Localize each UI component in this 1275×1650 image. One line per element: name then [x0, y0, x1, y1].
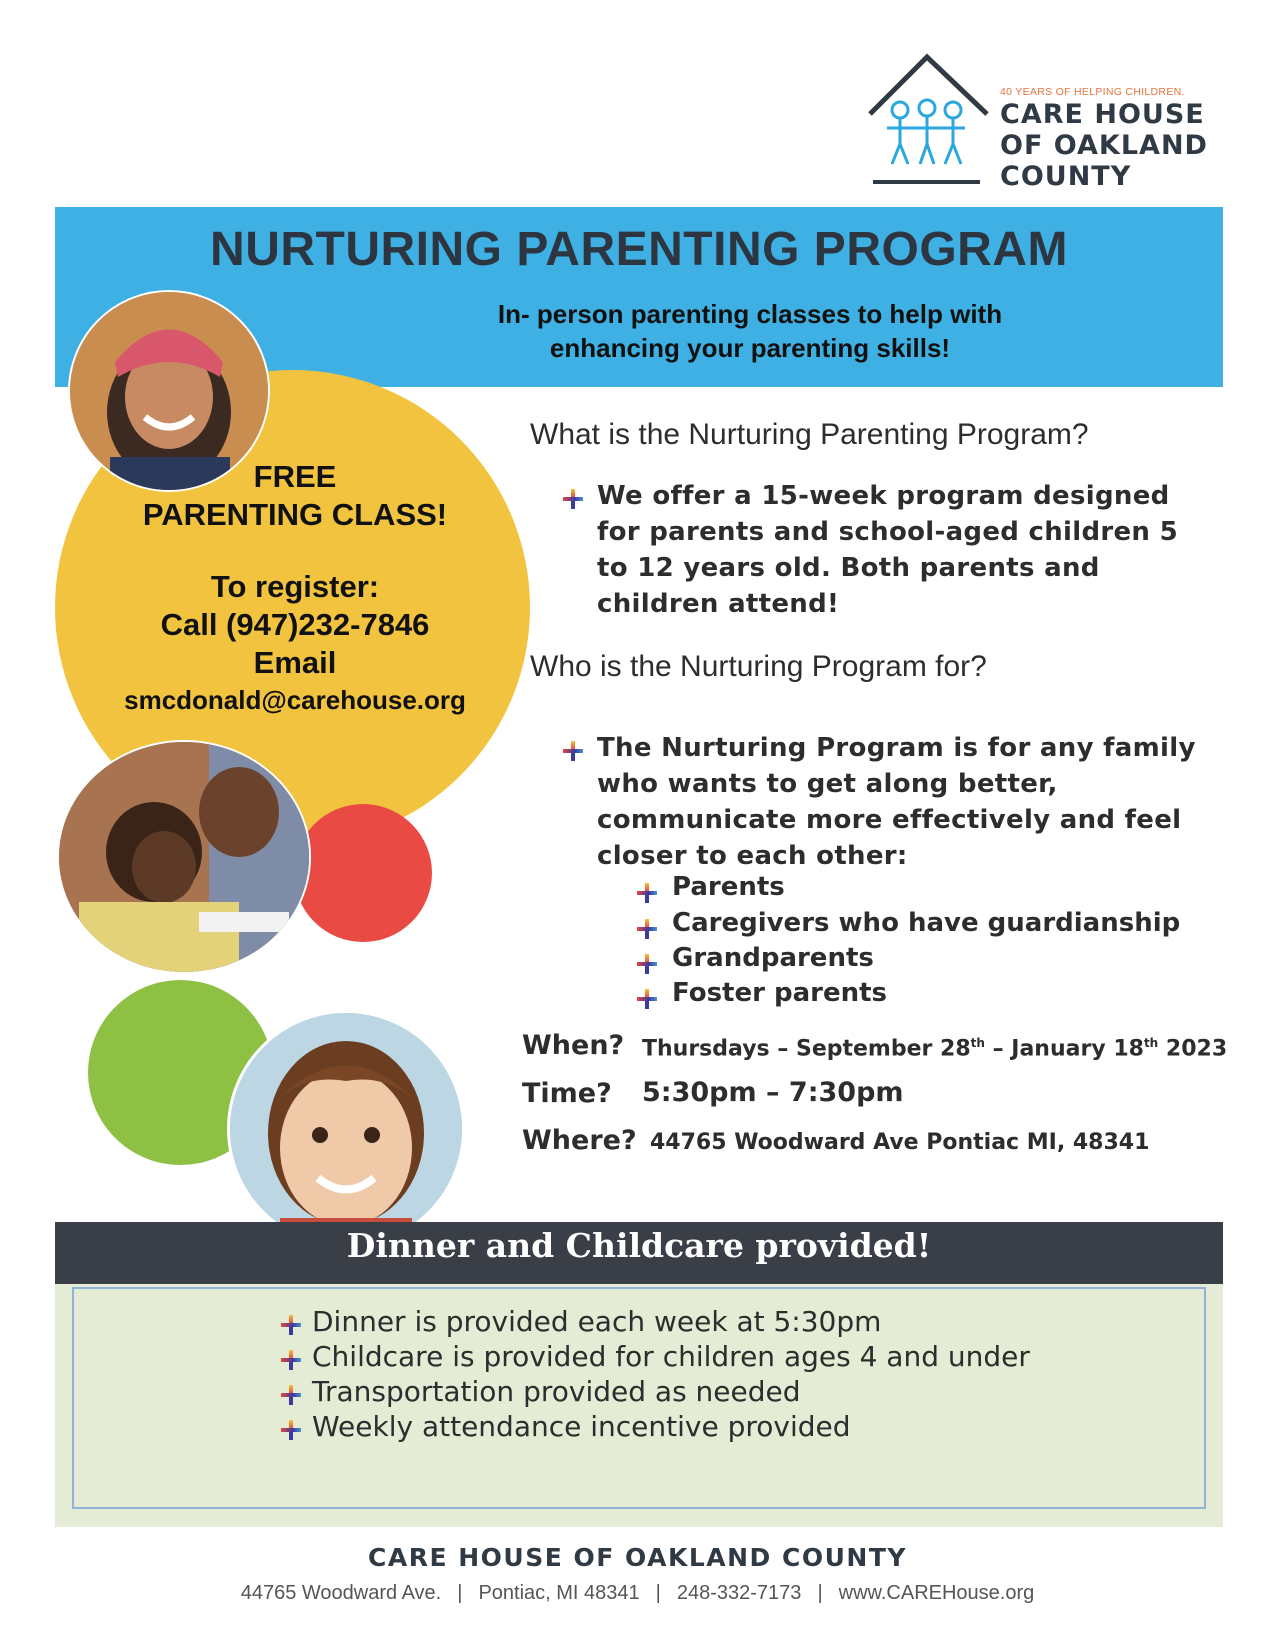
when-end-suffix: th — [1143, 1036, 1159, 1050]
phone-number[interactable]: Call (947)232-7846 — [160, 607, 430, 642]
what-heading: What is the Nurturing Parenting Program? — [530, 418, 1089, 451]
footer-city: Pontiac, MI 48341 — [478, 1582, 640, 1604]
who-text: The Nurturing Program is for any family who wants to get along better, communicate more effectively and feel closer to each other: — [597, 733, 1196, 871]
footer-contact — [0, 1582, 1275, 1605]
free-label: FREE — [253, 459, 337, 494]
where-value: 44765 Woodward Ave Pontiac MI, 48341 — [650, 1130, 1150, 1155]
list-item: Dinner is provided each week at 5:30pm — [312, 1305, 882, 1338]
to-register-label: To register: — [210, 569, 380, 604]
when-day: Thursdays — [642, 1036, 770, 1062]
when-dash: – — [777, 1036, 789, 1062]
page-title: NURTURING PARENTING PROGRAM — [210, 223, 1068, 276]
footer-phone[interactable]: 248-332-7173 — [676, 1582, 802, 1604]
when-year: 2023 — [1165, 1036, 1228, 1062]
list-item: Grandparents — [672, 943, 874, 973]
separator: | — [457, 1582, 463, 1604]
register-info — [95, 458, 495, 718]
when-label: When? — [522, 1030, 625, 1061]
where-label: Where? — [522, 1125, 637, 1156]
logo-name-line3: COUNTY — [1000, 161, 1132, 192]
red-circle — [294, 804, 432, 942]
list-item: Parents — [672, 872, 785, 902]
photo-father-daughter — [57, 740, 311, 974]
list-item: Childcare is provided for children ages 4 and under — [312, 1340, 1030, 1373]
plus-bullet-icon — [636, 953, 658, 975]
logo-name-line1: CARE HOUSE — [1000, 99, 1205, 130]
email-address[interactable]: smcdonald@carehouse.org — [124, 685, 466, 715]
plus-bullet-icon — [280, 1419, 302, 1441]
dinner-title: Dinner and Childcare provided! — [346, 1226, 932, 1265]
email-label: Email — [253, 645, 337, 680]
logo-tagline: 40 YEARS OF HELPING CHILDREN. — [1000, 86, 1185, 98]
when-mid: – January 18 — [992, 1036, 1144, 1062]
list-item: Foster parents — [672, 978, 888, 1008]
care-house-logo — [865, 52, 1225, 197]
footer-address: 44765 Woodward Ave. — [240, 1582, 442, 1604]
what-text: We offer a 15-week program designed for parents and school-aged children 5 to 12 years old. Both parents and children attend! — [597, 481, 1178, 619]
photo-smiling-boy — [227, 1010, 465, 1248]
when-start-suffix: th — [970, 1036, 985, 1050]
separator: | — [655, 1582, 661, 1604]
time-value: 5:30pm – 7:30pm — [642, 1077, 904, 1108]
list-item: Caregivers who have guardianship — [672, 908, 1181, 938]
logo-name — [1000, 99, 1208, 192]
plus-bullet-icon — [636, 988, 658, 1010]
plus-bullet-icon — [562, 740, 584, 762]
who-list — [636, 872, 1196, 1022]
house-children-icon — [865, 52, 995, 187]
footer-org-name: CARE HOUSE OF OAKLAND COUNTY — [368, 1543, 907, 1572]
when-start: September 28 — [795, 1036, 971, 1062]
plus-bullet-icon — [280, 1349, 302, 1371]
list-item: Weekly attendance incentive provided — [312, 1410, 851, 1443]
page-subtitle: In- person parenting classes to help with enhancing your parenting skills! — [497, 299, 1003, 363]
footer-website-link[interactable]: www.CAREHouse.org — [838, 1582, 1035, 1604]
list-item: Transportation provided as needed — [312, 1375, 801, 1408]
parenting-class-label: PARENTING CLASS! — [142, 497, 448, 532]
when-value — [642, 1036, 1227, 1061]
separator: | — [817, 1582, 823, 1604]
plus-bullet-icon — [562, 488, 584, 510]
plus-bullet-icon — [280, 1314, 302, 1336]
time-label: Time? — [522, 1078, 612, 1109]
logo-name-line2: OF OAKLAND — [1000, 130, 1208, 161]
spacer — [95, 534, 495, 568]
who-heading: Who is the Nurturing Program for? — [530, 650, 987, 683]
plus-bullet-icon — [280, 1384, 302, 1406]
plus-bullet-icon — [636, 882, 658, 904]
plus-bullet-icon — [636, 918, 658, 940]
